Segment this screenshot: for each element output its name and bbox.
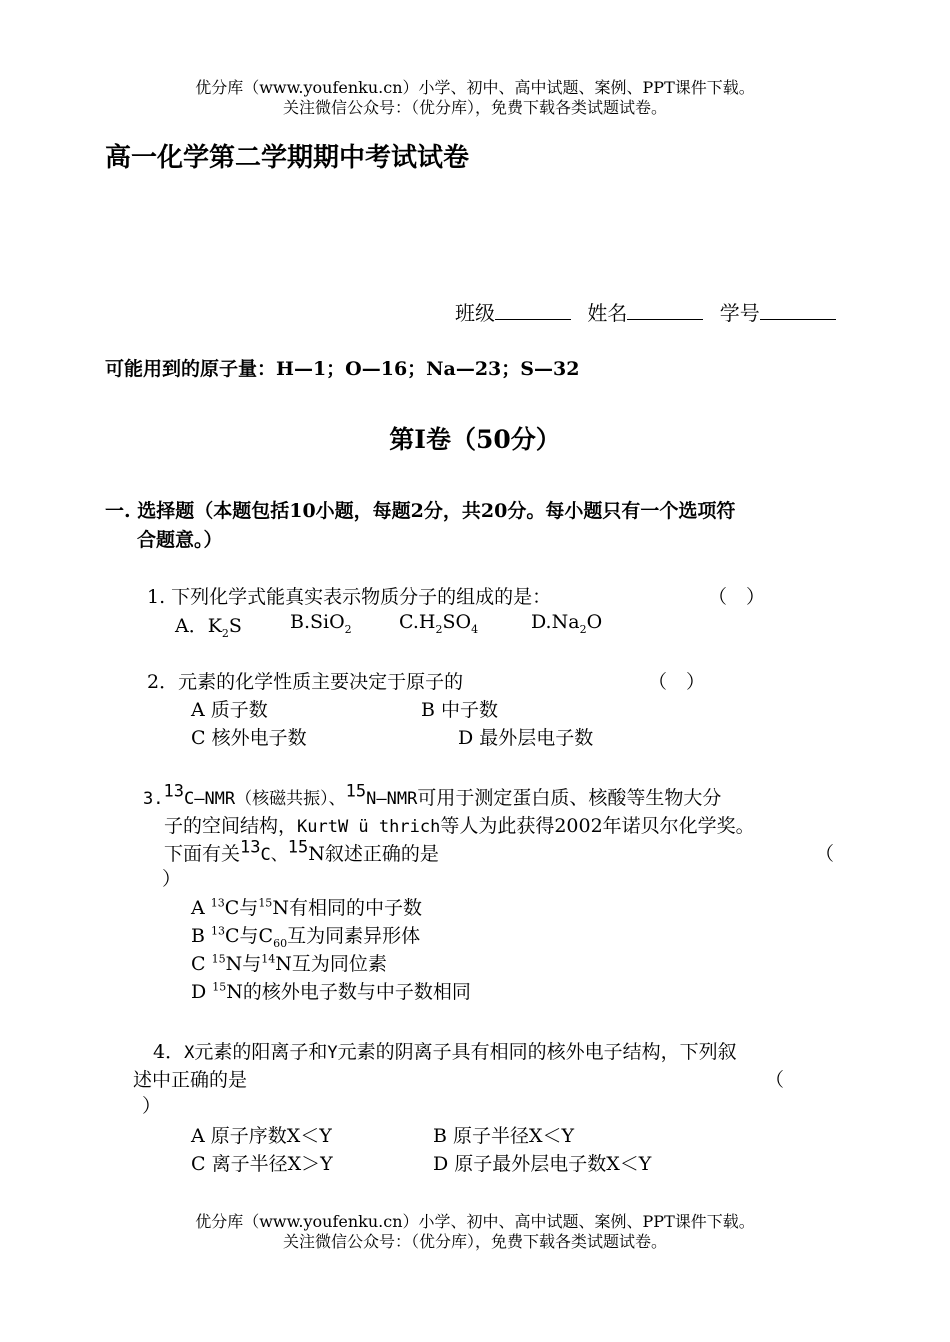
section-title: 第Ⅰ卷（50分）	[389, 425, 561, 454]
q1-option-b: B.SiO$_2$	[290, 611, 352, 636]
q2-option-b: B 中子数	[421, 699, 499, 721]
id-blank	[760, 301, 836, 320]
q1-stem: 1. 下列化学式能真实表示物质分子的组成的是：	[147, 586, 552, 608]
q3-stem-line-3: 下面有关$^{13}$C、$^{15}$N叙述正确的是	[164, 837, 439, 865]
q1-option-d: $D.Na_2O$	[531, 611, 603, 636]
q1-answer-paren: （ ）	[708, 586, 766, 608]
q2-option-c: C 核外电子数	[191, 727, 307, 749]
q1-option-c: $C.H_2SO_4$	[399, 611, 479, 636]
header-line-2: 关注微信公众号：（优分库），免费下载各类试题试卷。	[282, 98, 667, 117]
name-blank	[627, 301, 703, 320]
atomic-masses: 可能用到的原子量：H—1；O—16；Na—23；S—32	[105, 358, 580, 380]
q4-stem-line-1: 4．X元素的阳离子和Y元素的阴离子具有相同的核外电子结构，下列叙	[153, 1041, 737, 1063]
q4-option-a: A 原子序数X＜Y	[191, 1125, 332, 1147]
exam-title: 高一化学第二学期期中考试试卷	[105, 143, 470, 173]
q2-option-a: A 质子数	[191, 699, 268, 721]
q1-option-a: A．$K_2S$	[175, 615, 242, 640]
q4-option-b: B 原子半径X＜Y	[433, 1125, 575, 1147]
name-label: 姓名	[587, 301, 628, 325]
class-label: 班级	[455, 301, 495, 325]
q4-option-d: D 原子最外层电子数X＜Y	[433, 1153, 652, 1175]
q4-option-c: C 离子半径X＞Y	[191, 1153, 333, 1175]
q3-answer-paren-close: ）	[162, 868, 182, 890]
part1-heading-line-2: 合题意。）	[137, 529, 223, 551]
q3-option-a: A $^{13}$C与$^{15}$N有相同的中子数	[191, 896, 422, 919]
q4-stem-line-2: 述中正确的是	[133, 1069, 248, 1091]
header-line-1: 优分库（www.youfenku.cn）小学、初中、高中试题、案例、PPT课件下载。	[195, 78, 755, 97]
q3-answer-paren-open: （	[815, 843, 835, 865]
footer-line-1: 优分库（www.youfenku.cn）小学、初中、高中试题、案例、PPT课件下载。	[195, 1212, 755, 1231]
q3-option-c: C $^{15}$N与$^{14}$N互为同位素	[191, 952, 387, 975]
footer-line-2: 关注微信公众号：（优分库），免费下载各类试题试卷。	[282, 1232, 667, 1251]
q2-stem: 2．元素的化学性质主要决定于原子的	[147, 671, 464, 693]
class-blank	[495, 301, 571, 320]
q4-answer-paren-close: ）	[142, 1095, 162, 1117]
q4-answer-paren-open: （	[765, 1069, 785, 1091]
q3-stem-line-1: 3.13C—NMR（核磁共振）、$^{15}$N—NMR可用于测定蛋白质、核酸等生物大分	[143, 781, 722, 809]
q2-option-d: D 最外层电子数	[458, 727, 594, 749]
id-label: 学号	[719, 301, 760, 325]
q3-option-b: B $^{13}$C与$C_{60}$互为同素异形体	[191, 924, 421, 950]
part1-heading-line-1: 一. 选择题（本题包括10小题，每题2分，共20分。每小题只有一个选项符	[105, 500, 736, 522]
q2-answer-paren: （ ）	[648, 671, 706, 693]
q3-option-d: D $^{15}$N的核外电子数与中子数相同	[191, 980, 471, 1003]
q3-stem-line-2: 子的空间结构，KurtW ü thrich等人为此获得2002年诺贝尔化学奖。	[164, 815, 755, 837]
student-fields	[455, 297, 836, 326]
